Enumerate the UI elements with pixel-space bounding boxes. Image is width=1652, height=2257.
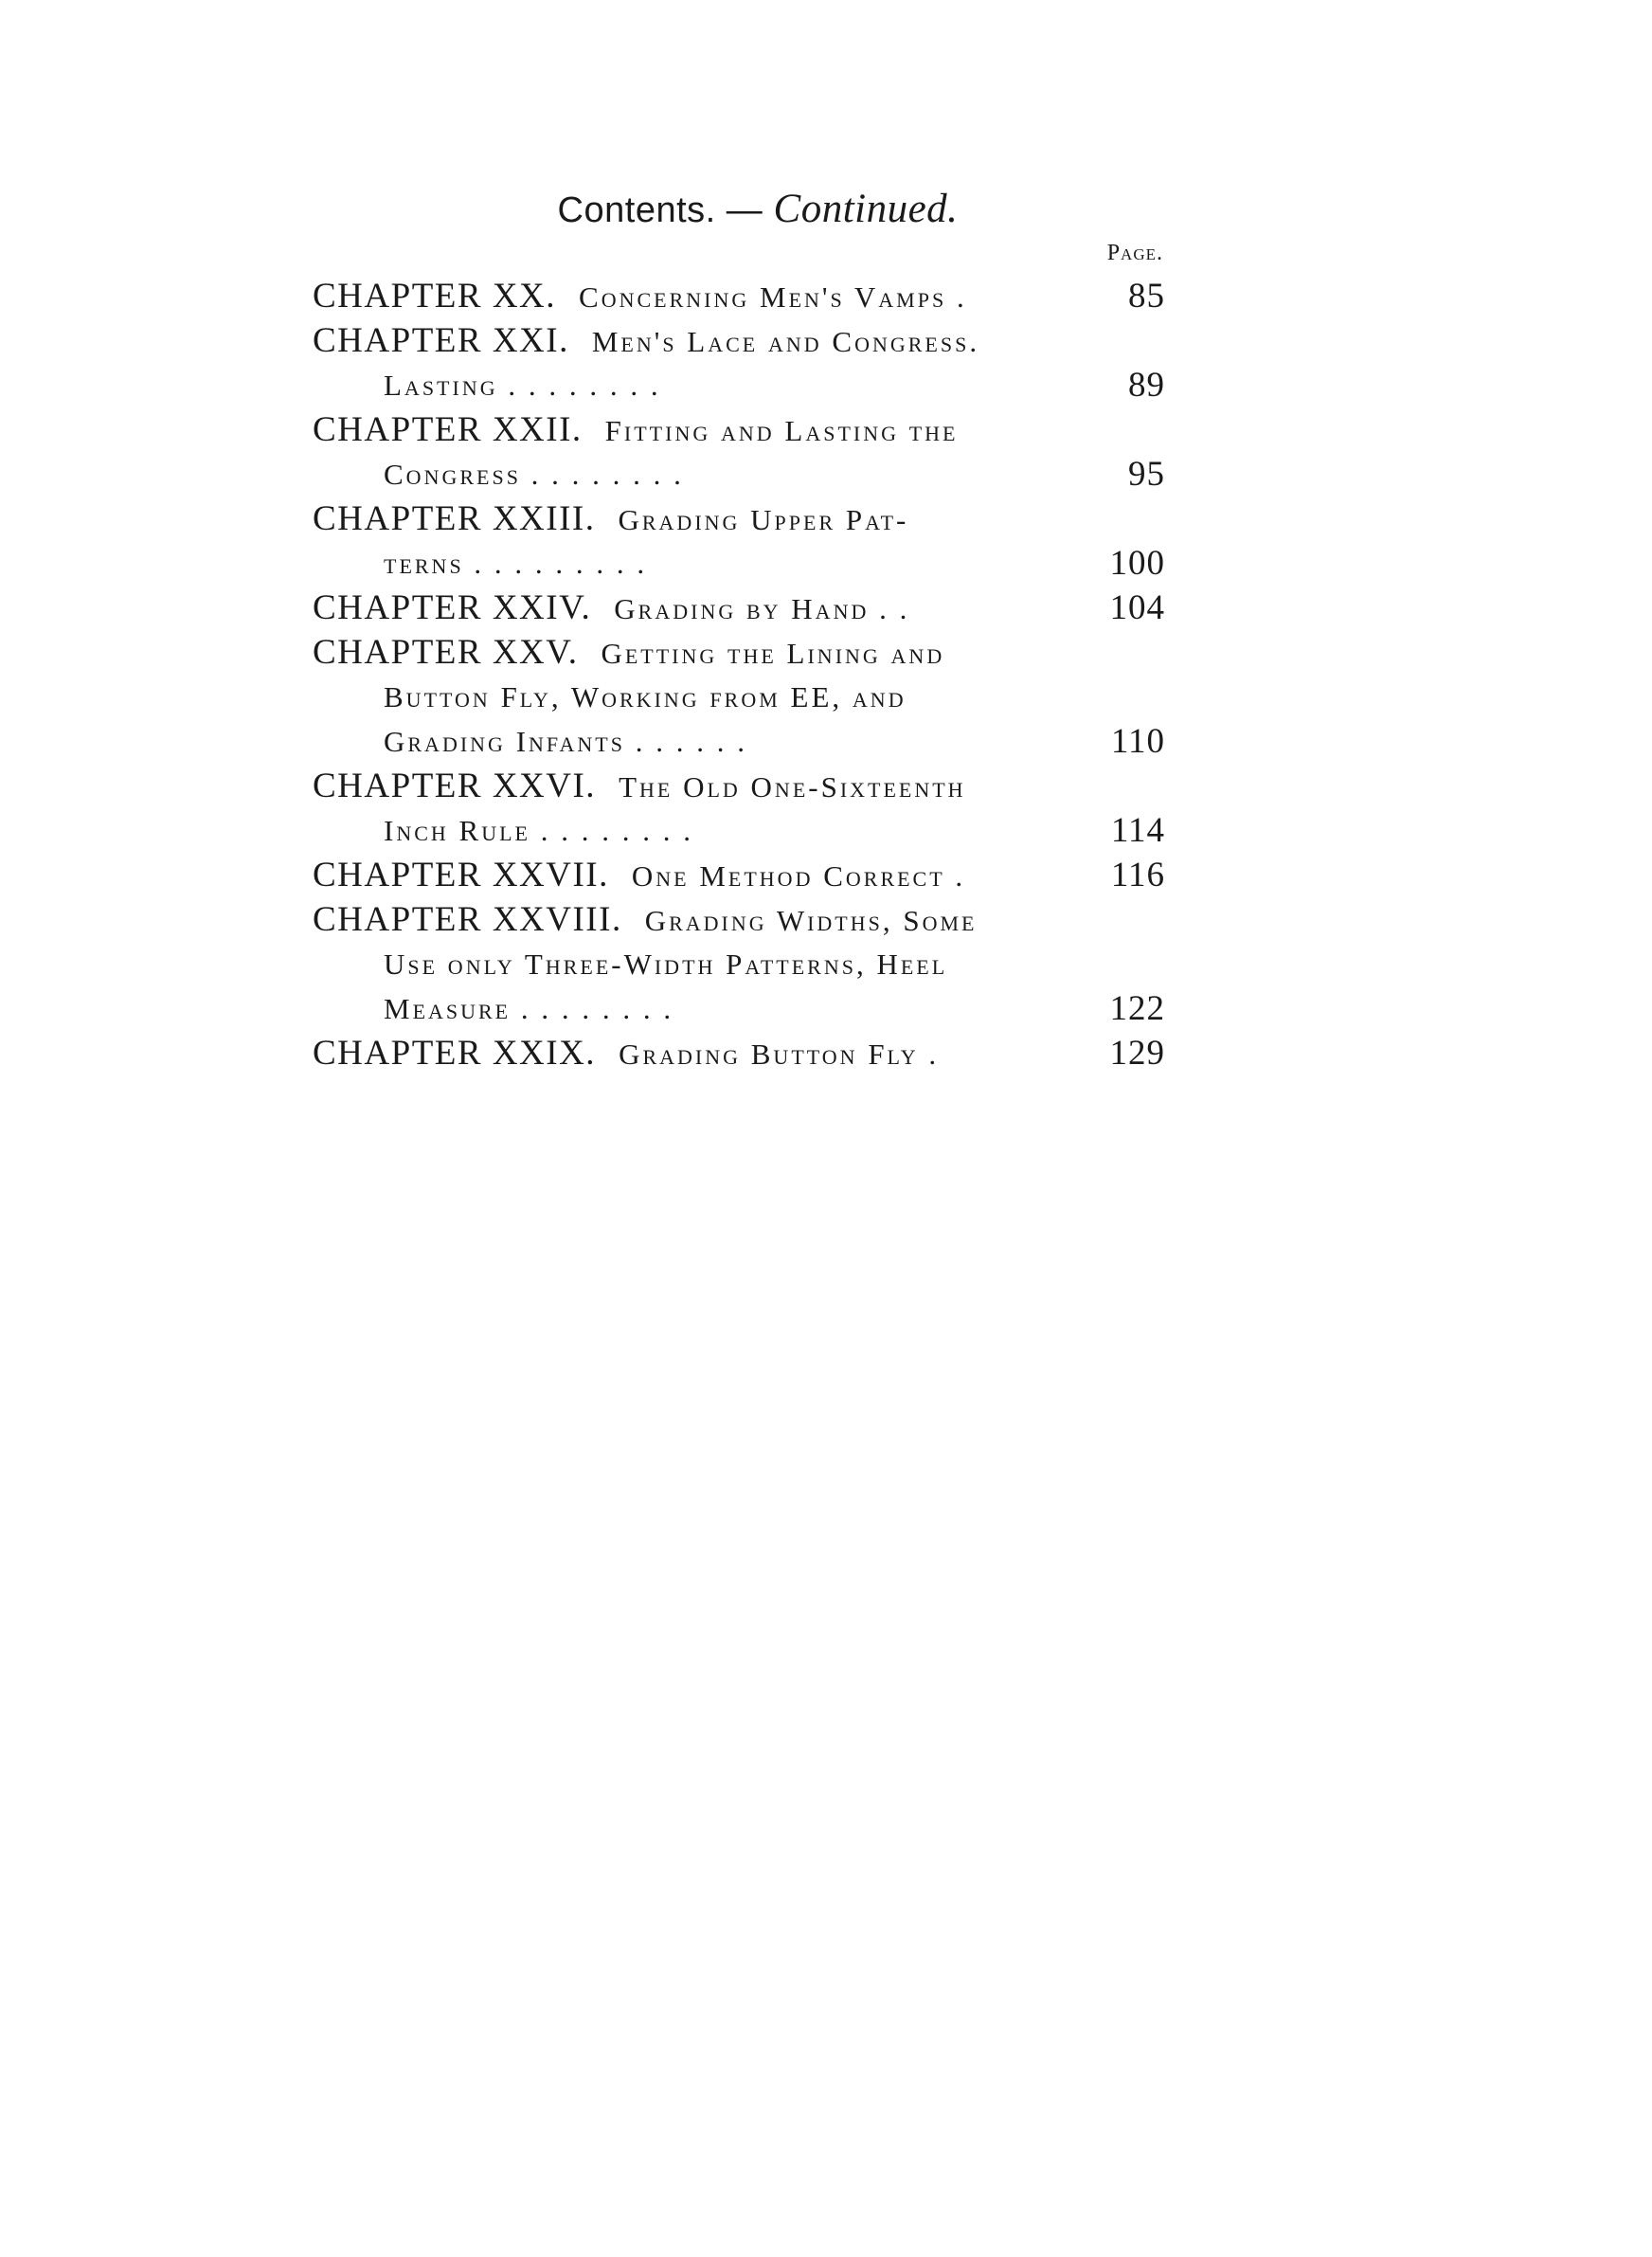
toc-entry (313, 497, 1165, 586)
toc-entry-first-line (313, 274, 1051, 318)
chapter-title-text: The Old One-Sixteenth (619, 770, 966, 803)
chapter-title-text: Fitting and Lasting the (604, 414, 959, 447)
toc-entry-first-line (313, 407, 1051, 452)
chapter-title-text: Grading by Hand . . (614, 592, 910, 625)
toc-entry (313, 630, 1165, 764)
toc-entry (313, 274, 1165, 318)
toc-entry-continuation-line (313, 675, 1051, 719)
toc-entry-first-line (313, 318, 1051, 363)
toc-entry-continuation-line (313, 363, 1051, 407)
toc-entry-continuation-line (313, 719, 1051, 764)
chapter-title-text: One Method Correct . (631, 859, 966, 893)
page-number: 129 (1109, 1034, 1165, 1073)
toc-entry (313, 1031, 1165, 1075)
toc-entry (313, 586, 1165, 630)
page-heading (313, 186, 1203, 232)
toc-entry-continuation-line (313, 541, 1051, 586)
heading-contents: Contents. — (557, 190, 763, 230)
chapter-title-text: Lasting . . . . . . . . (384, 369, 661, 402)
toc-entry (313, 318, 1165, 407)
chapter-number: CHAPTER XXI. (313, 321, 569, 360)
toc-entry-first-line (313, 897, 1051, 942)
page-number: 114 (1110, 811, 1165, 850)
chapter-title-text: Grading Infants . . . . . . (384, 725, 747, 758)
heading-continued: Continued. (773, 187, 959, 231)
page-number: 89 (1128, 366, 1165, 405)
page-number: 85 (1128, 277, 1165, 316)
chapter-number: CHAPTER XXIV. (313, 588, 592, 627)
toc-entry-first-line (313, 1031, 1051, 1075)
toc-entry (313, 407, 1165, 497)
toc-entry-first-line (313, 497, 1051, 541)
chapter-number: CHAPTER XXII. (313, 410, 583, 449)
toc-entry-first-line (313, 764, 1051, 808)
toc-entry-continuation-line (313, 452, 1051, 497)
toc-entry (313, 764, 1165, 853)
chapter-title-text: terns . . . . . . . . . (384, 547, 648, 580)
toc-entry-continuation-line (313, 986, 1051, 1031)
table-of-contents (313, 274, 1165, 1075)
chapter-number: CHAPTER XX. (313, 277, 557, 316)
chapter-title-text: Use only Three-Width Patterns, Heel (384, 948, 948, 981)
chapter-title-text: Grading Upper Pat- (618, 503, 909, 536)
chapter-number: CHAPTER XXVI. (313, 767, 597, 805)
chapter-number: CHAPTER XXIX. (313, 1034, 597, 1073)
chapter-title-text: Inch Rule . . . . . . . . (384, 814, 693, 847)
chapter-number: CHAPTER XXIII. (313, 499, 596, 538)
toc-entry-continuation-line (313, 808, 1051, 853)
chapter-number: CHAPTER XXVIII. (313, 900, 622, 939)
page-number: 100 (1109, 544, 1165, 583)
toc-entry-continuation-line (313, 942, 1051, 986)
page-number: 116 (1110, 856, 1165, 894)
toc-entry-first-line (313, 586, 1051, 630)
page-number: 122 (1109, 989, 1165, 1028)
chapter-title-text: Congress . . . . . . . . (384, 458, 684, 491)
chapter-title-text: Grading Widths, Some (644, 904, 978, 937)
page-number: 110 (1110, 722, 1165, 761)
page-column-label: Page. (1106, 241, 1163, 265)
chapter-number: CHAPTER XXVII. (313, 856, 609, 894)
chapter-title-text: Men's Lace and Congress. (591, 325, 980, 358)
chapter-title-text: Grading Button Fly . (619, 1038, 940, 1071)
page-number: 95 (1128, 455, 1165, 494)
chapter-title-text: Concerning Men's Vamps . (579, 280, 967, 314)
toc-entry (313, 853, 1165, 897)
toc-entry-first-line (313, 853, 1051, 897)
chapter-number: CHAPTER XXV. (313, 633, 579, 672)
chapter-title-text: Measure . . . . . . . . (384, 992, 674, 1025)
chapter-title-text: Button Fly, Working from EE, and (384, 680, 907, 713)
page-number: 104 (1109, 588, 1165, 627)
toc-entry (313, 897, 1165, 1031)
chapter-title-text: Getting the Lining and (601, 637, 945, 670)
toc-entry-first-line (313, 630, 1051, 675)
